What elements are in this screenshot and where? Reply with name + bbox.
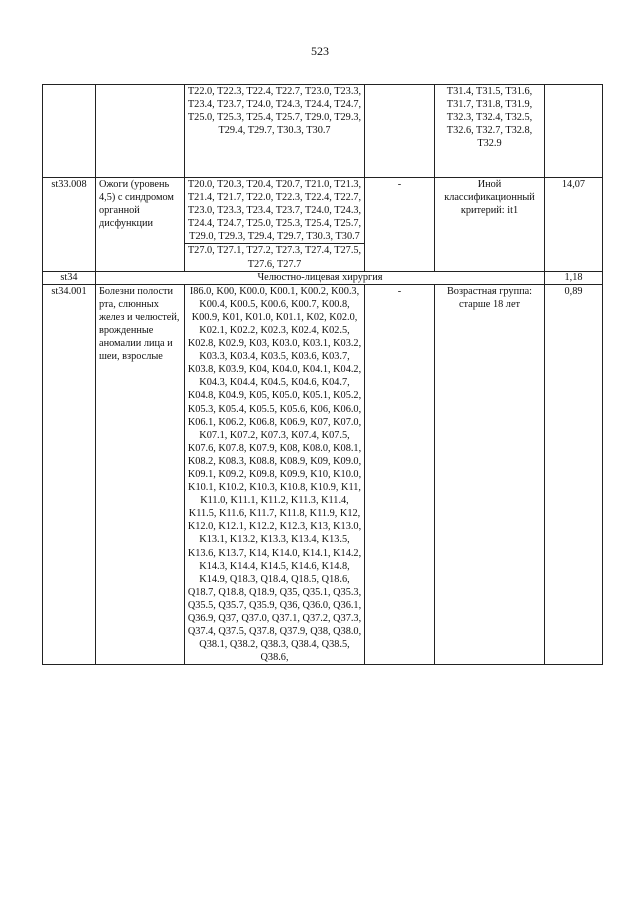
table-bottom-rule xyxy=(43,665,603,666)
tariff-table xyxy=(42,84,603,665)
cell-criteria: Возрастная группа: старше 18 лет xyxy=(435,284,545,665)
cell-coefficient xyxy=(545,85,603,178)
cell-coefficient: 1,18 xyxy=(545,271,603,284)
cell-name: Ожоги (уровень 4,5) с синдромом органной дисфункции xyxy=(96,178,185,272)
cell-coefficient: 0,89 xyxy=(545,284,603,665)
table-row-st33-008 xyxy=(43,178,603,244)
cell-coefficient: 14,07 xyxy=(545,178,603,272)
cell-name xyxy=(96,85,185,178)
cell-criteria: T31.4, T31.5, T31.6, T31.7, T31.8, T31.9, T32.3, T32.4, T32.5, T32.6, T32.7, T32.8, T32.9 xyxy=(435,85,545,178)
cell-code: st33.008 xyxy=(43,178,96,272)
cell-code xyxy=(43,85,96,178)
cell-service: - xyxy=(365,284,435,665)
table-row-section-st34 xyxy=(43,271,603,284)
table-bottom-border xyxy=(43,665,603,666)
cell-diagnosis-codes-additional: T27.0, T27.1, T27.2, T27.3, T27.4, T27.5, T27.6, T27.7 xyxy=(185,244,365,271)
page-number: 523 xyxy=(311,44,329,58)
cell-code: st34.001 xyxy=(43,284,96,665)
cell-code: st34 xyxy=(43,271,96,284)
section-title: Челюстно-лицевая хирургия xyxy=(96,271,545,284)
table-row-st34-001 xyxy=(43,284,603,665)
cell-name: Болезни полости рта, слюнных желез и челюстей, врожденные аномалии лица и шеи, взрослые xyxy=(96,284,185,665)
cell-service: - xyxy=(365,178,435,272)
cell-service xyxy=(365,85,435,178)
cell-diagnosis-codes: I86.0, K00, K00.0, K00.1, K00.2, K00.3, K00.4, K00.5, K00.6, K00.7, K00.8, K00.9, K01, K01.0, K01.1, K02, K02.0, K02.1, K02.2, K02.3, K02.4, K02.5, K02.8, K02.9, K03, K03.0, K03.1, K03.2, K03.3, K03.4, K03.5, K03.6, K03.7, K03.8, K03.9, K04, K04.0, K04.1, K04.2, K04.3, K04.4, K04.5, K04.6, K04.7, K04.8, K04.9, K05, K05.0, K05.1, K05.2, K05.3, K05.4, K05.5, K05.6, K06, K06.0, K06.1, K06.2, K06.8, K06.9, K07, K07.0, K07.1, K07.2, K07.3, K07.4, K07.5, K07.6, K07.8, K07.9, K08, K08.0, K08.1, K08.2, K08.3, K08.8, K08.9, K09, K09.0, K09.1, K09.2, K09.8, K09.9, K10, K10.0, K10.1, K10.2, K10.3, K10.8, K10.9, K11, K11.0, K11.1, K11.2, K11.3, K11.4, K11.5, K11.6, K11.7, K11.8, K11.9, K12, K12.0, K12.1, K12.2, K12.3, K13, K13.0, K13.1, K13.2, K13.3, K13.4, K13.5, K13.6, K13.7, K14, K14.0, K14.1, K14.2, K14.3, K14.4, K14.5, K14.6, K14.8, K14.9, Q18.3, Q18.4, Q18.5, Q18.6, Q18.7, Q18.8, Q18.9, Q35, Q35.1, Q35.3, Q35.5, Q35.7, Q35.9, Q36, Q36.0, Q36.1, Q36.9, Q37, Q37.0, Q37.1, Q37.2, Q37.3, Q37.4, Q37.5, Q37.8, Q37.9, Q38, Q38.0, Q38.1, Q38.2, Q38.3, Q38.4, Q38.5, Q38.6, xyxy=(185,284,365,665)
cell-criteria: Иной классификационный критерий: it1 xyxy=(435,178,545,272)
table-row-continuation xyxy=(43,85,603,178)
cell-diagnosis-codes: T20.0, T20.3, T20.4, T20.7, T21.0, T21.3, T21.4, T21.7, T22.0, T22.3, T22.4, T22.7, T23.0, T23.3, T23.4, T23.7, T24.0, T24.3, T24.4, T24.7, T25.0, T25.3, T25.4, T25.7, T29.0, T29.3, T29.4, T29.7, T30.3, T30.7 xyxy=(185,178,365,244)
cell-diagnosis-codes: T22.0, T22.3, T22.4, T22.7, T23.0, T23.3, T23.4, T23.7, T24.0, T24.3, T24.4, T24.7, T25.0, T25.3, T25.4, T25.7, T29.0, T29.3, T29.4, T29.7, T30.3, T30.7 xyxy=(185,85,365,178)
